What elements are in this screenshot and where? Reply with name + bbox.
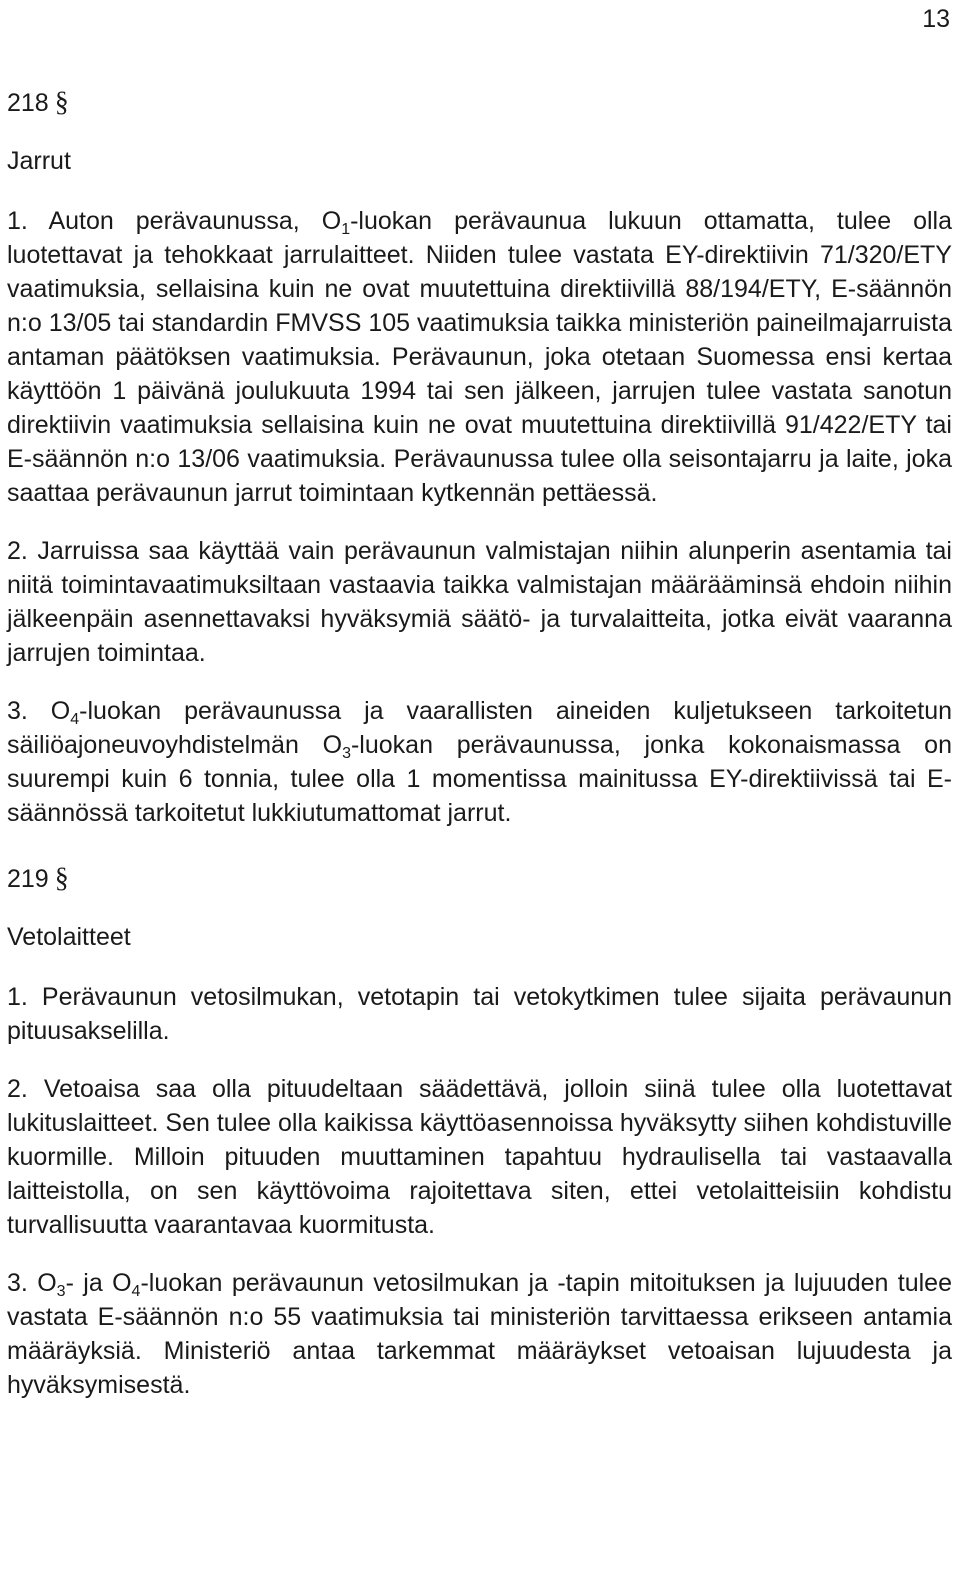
paragraph-2: 2. Jarruissa saa käyttää vain perävaunun valmistajan niihin alunperin asentamia tai niitä toimintavaatimuksiltaan vastaavia taikka valmistajan määrääminsä ehdoin niihin jälkeenpäin asennettavaksi hyväksymiä säätö- ja turvalaitteita, jotka eivät vaaranna jarrujen toimintaa.: [7, 537, 952, 667]
paragraph-1: 1. Perävaunun vetosilmukan, vetotapin tai vetokytkimen tulee sijaita perävaunun pituusakselilla.: [7, 983, 952, 1045]
section-heading: [7, 860, 952, 898]
paragraph-3: [7, 1266, 952, 1402]
subscript: 4: [70, 711, 80, 728]
page-number: 13: [922, 5, 950, 33]
section-number: 219: [7, 865, 49, 893]
section-title: Jarrut: [7, 147, 71, 175]
subscript: 3: [342, 745, 351, 762]
paragraph-3: [7, 694, 952, 830]
paragraph-1: [7, 204, 952, 510]
section-218: [7, 84, 952, 830]
section-heading: [7, 84, 952, 122]
subscript: 3: [56, 1283, 66, 1300]
section-title: Vetolaitteet: [7, 923, 131, 951]
subscript: 4: [131, 1283, 141, 1300]
paragraph-text: -luokan perävaunussa ja vaarallisten aineiden kuljetukseen tarkoitetun säiliöajoneuvoyhdistelmän O: [7, 697, 952, 759]
section-219: [7, 860, 952, 1402]
paragraph-text: -luokan perävaunua lukuun ottamatta, tulee olla luotettavat ja tehokkaat jarrulaitteet. Niiden tulee vastata EY-direktiivin 71/320/ETY vaatimuksia, sellaisina kuin ne ovat muutettuina direktiivillä 88/194/ETY, E-säännön n:o 13/05 tai standardin FMVSS 105 vaatimuksia taikka ministeriön paineilmajarruista antaman päätöksen vaatimuksia. Perävaunun, joka otetaan Suomessa ensi kertaa käyttöön 1 päivänä joulukuuta 1994 tai sen jälkeen, jarrujen tulee vastata sanotun direktiivin vaatimuksia sellaisina kuin ne ovat muutettuina direktiivillä 91/422/ETY tai E-säännön n:o 13/06 vaatimuksia. Perävaunussa tulee olla seisontajarru ja laite, joka saattaa perävaunun jarrut toimintaan kytkennän pettäessä.: [7, 207, 952, 507]
section-sign-icon: §: [54, 863, 69, 894]
paragraph-text: 3. O: [7, 697, 71, 725]
paragraph-text: -luokan perävaunun vetosilmukan ja -tapin mitoituksen ja lujuuden tulee vastata E-säännön n:o 55 vaatimuksia tai ministeriön tarvittaessa erikseen antamia määräyksiä. Ministeriö antaa tarkemmat määräykset vetoaisan lujuudesta ja hyväksymisestä.: [7, 1269, 952, 1399]
document-body: [7, 84, 952, 1402]
paragraph-text: 3. O: [7, 1269, 57, 1297]
paragraph-text: 1. Auton perävaunussa, O: [7, 207, 342, 235]
subscript: 1: [341, 221, 351, 238]
paragraph-text: - ja O: [65, 1269, 132, 1297]
paragraph-text: -luokan perävaunussa, jonka kokonaismassa on suurempi kuin 6 tonnia, tulee olla 1 momentissa mainitussa EY-direktiivissä tai E-säännössä tarkoitetut lukkiutumattomat jarrut.: [7, 731, 952, 827]
paragraph-2: 2. Vetoaisa saa olla pituudeltaan säädettävä, jolloin siinä tulee olla luotettavat lukituslaitteet. Sen tulee olla kaikissa käyttöasennoissa hyväksytty siihen kohdistuville kuormille. Milloin pituuden muuttaminen tapahtuu hydraulisella tai vastaavalla laitteistolla, on sen käyttövoima rajoitettava siten, ettei vetolaitteisiin kohdistu turvallisuutta vaarantavaa kuormitusta.: [7, 1075, 952, 1239]
section-number: 218: [7, 89, 49, 117]
section-sign-icon: §: [54, 87, 69, 118]
